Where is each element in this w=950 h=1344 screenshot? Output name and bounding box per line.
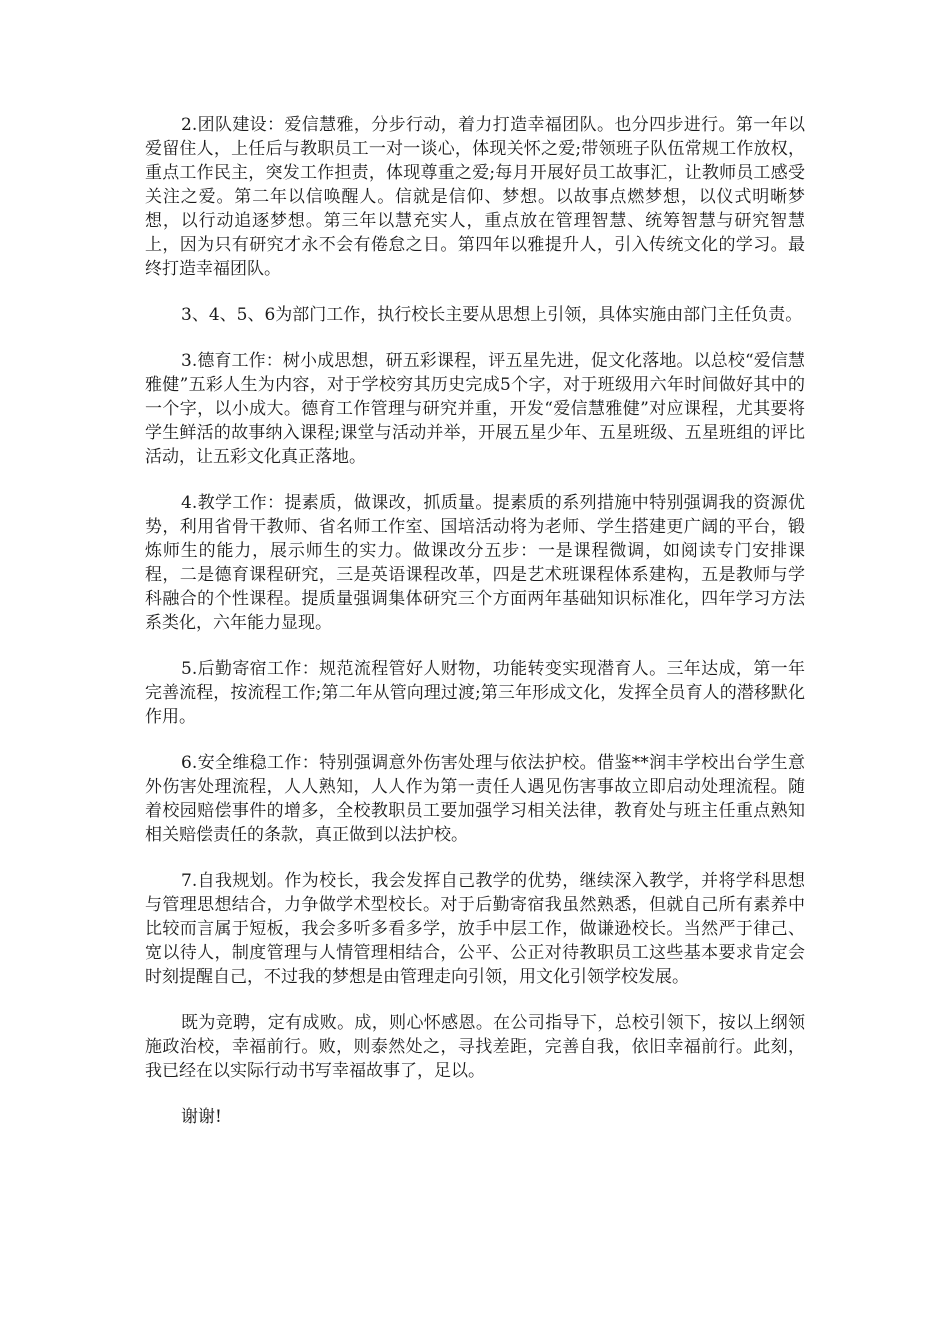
paragraph-teaching: 4.教学工作：提素质，做课改，抓质量。提素质的系列措施中特别强调我的资源优势，利用省骨干教师、省名师工作室、国培活动将为老师、学生搭建更广阔的平台，锻炼师生的能力，展示师生的实力。做课改分五步：一是课程微调，如阅读专门安排课程，二是德育课程研究，三是英语课程改革，四是艺术班课程体系建构，五是教师与学科融合的个性课程。提质量强调集体研究三个方面两年基础知识标准化，四年学习方法系类化，六年能力显现。	[145, 493, 805, 633]
paragraph-closing: 既为竞聘，定有成败。成，则心怀感恩。在公司指导下，总校引领下，按以上纲领施政治校，幸福前行。败，则泰然处之，寻找差距，完善自我，依旧幸福前行。此刻，我已经在以实际行动书写幸福故事了，足以。	[145, 1013, 805, 1081]
paragraph-thanks: 谢谢!	[181, 1107, 222, 1127]
paragraph-department-note: 3、4、5、6为部门工作，执行校长主要从思想上引领，具体实施由部门主任负责。	[181, 305, 803, 325]
paragraph-safety: 6.安全维稳工作：特别强调意外伤害处理与依法护校。借鉴**润丰学校出台学生意外伤害处理流程，人人熟知，人人作为第一责任人遇见伤害事故立即启动处理流程。随着校园赔偿事件的增多，全校教职员工要加强学习相关法律，教育处与班主任重点熟知相关赔偿责任的条款，真正做到以法护校。	[145, 753, 805, 845]
paragraph-team-building: 2.团队建设：爱信慧雅，分步行动，着力打造幸福团队。也分四步进行。第一年以爱留住人，上任后与教职员工一对一谈心，体现关怀之爱;带领班子队伍常规工作放权，重点工作民主，突发工作担责，体现尊重之爱;每月开展好员工故事汇，让教师员工感受关注之爱。第二年以信唤醒人。信就是信仰、梦想。以故事点燃梦想，以仪式明晰梦想，以行动追逐梦想。第三年以慧充实人，重点放在管理智慧、统筹智慧与研究智慧上，因为只有研究才永不会有倦怠之日。第四年以雅提升人，引入传统文化的学习。最终打造幸福团队。	[145, 115, 805, 279]
document-body	[145, 113, 805, 1151]
paragraph-moral-education: 3.德育工作：树小成思想，研五彩课程，评五星先进，促文化落地。以总校“爱信慧雅健”五彩人生为内容，对于学校穷其历史完成5个字，对于班级用六年时间做好其中的一个字，以小成大。德育工作管理与研究并重，开发“爱信慧雅健”对应课程，尤其要将学生鲜活的故事纳入课程;课堂与活动并举，开展五星少年、五星班级、五星班组的评比活动，让五彩文化真正落地。	[145, 351, 805, 467]
paragraph-logistics: 5.后勤寄宿工作：规范流程管好人财物，功能转变实现潜育人。三年达成，第一年完善流程，按流程工作;第二年从管向理过渡;第三年形成文化，发挥全员育人的潜移默化作用。	[145, 659, 805, 727]
paragraph-self-planning: 7.自我规划。作为校长，我会发挥自己教学的优势，继续深入教学，并将学科思想与管理思想结合，力争做学术型校长。对于后勤寄宿我虽然熟悉，但就自己所有素养中比较而言属于短板，我会多听多看多学，放手中层工作，做谦逊校长。当然严于律己、宽以待人，制度管理与人情管理相结合，公平、公正对待教职员工这些基本要求肯定会时刻提醒自己，不过我的梦想是由管理走向引领，用文化引领学校发展。	[145, 871, 805, 987]
